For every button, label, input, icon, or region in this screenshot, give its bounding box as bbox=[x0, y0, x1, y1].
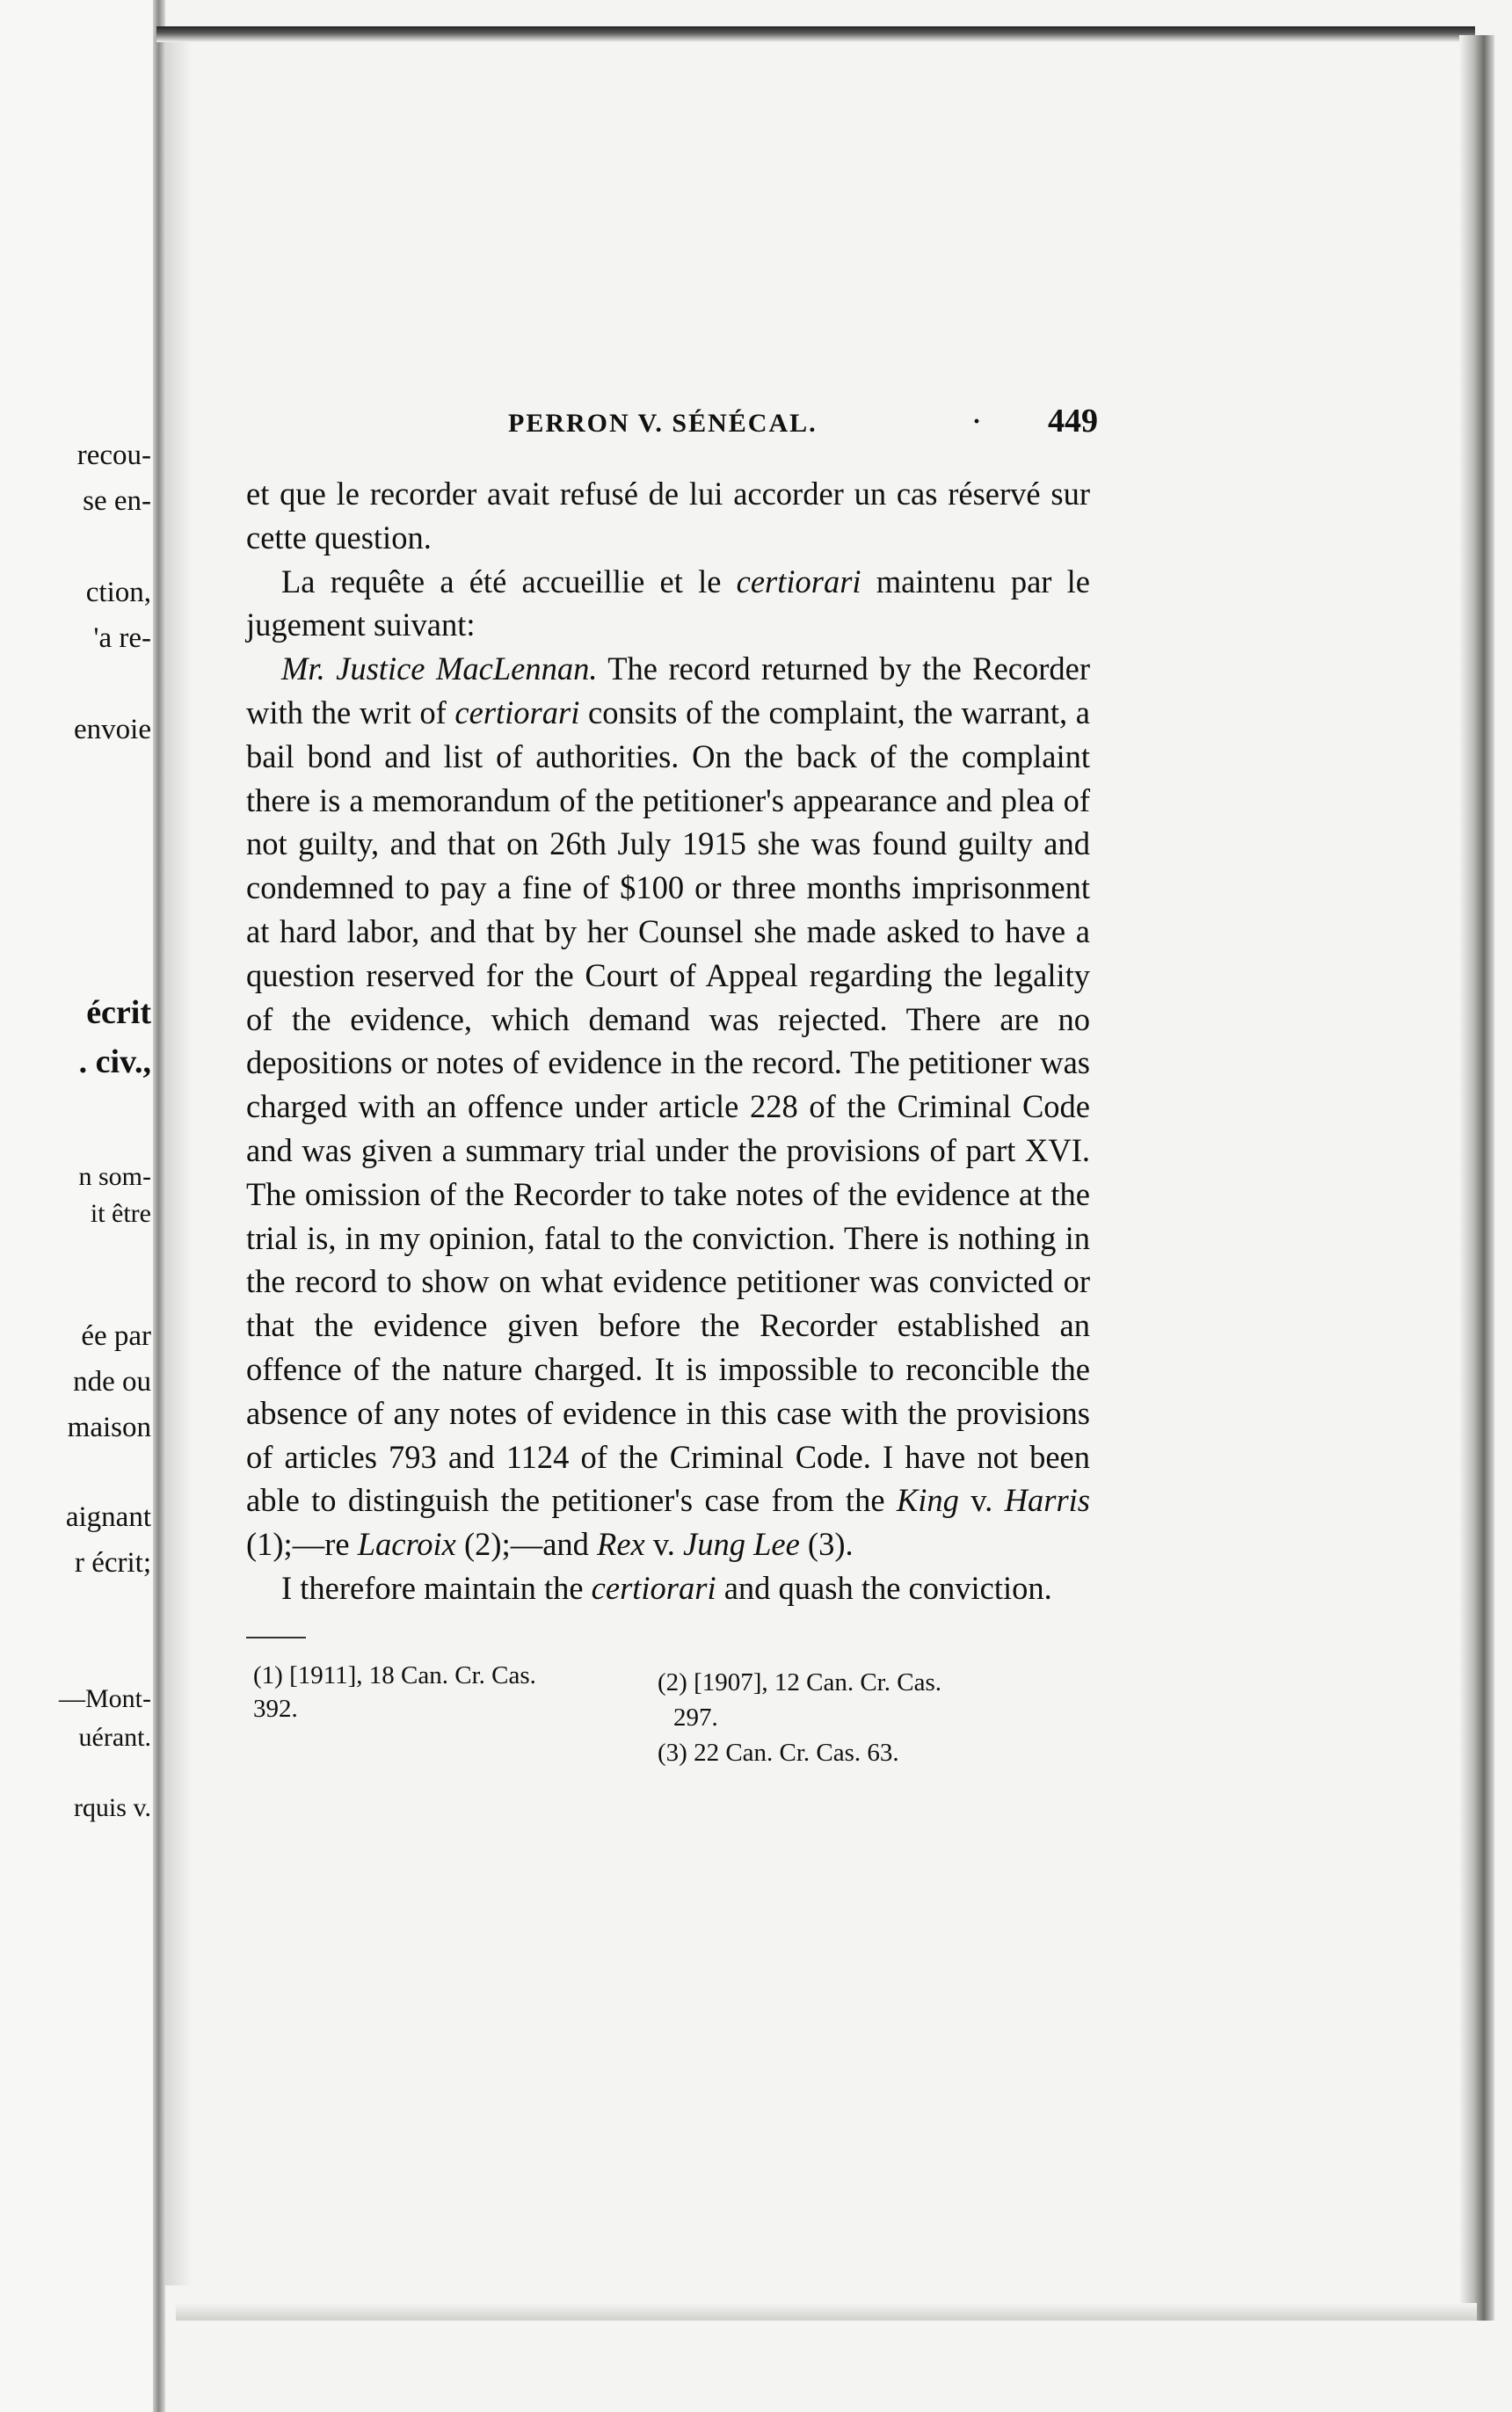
page-top-edge bbox=[156, 26, 1475, 42]
left-page-fragment: nde ou bbox=[73, 1366, 151, 1398]
italic-text: certiorari bbox=[591, 1569, 716, 1606]
italic-text: certiorari bbox=[736, 563, 861, 599]
left-page-fragment: it être bbox=[90, 1199, 151, 1228]
text-run: maintenu par le jugement suivant: bbox=[246, 563, 1090, 643]
italic-text: Lacroix bbox=[357, 1526, 456, 1563]
left-page-fragment: maison bbox=[67, 1412, 151, 1443]
left-page-fragment: rquis v. bbox=[73, 1793, 151, 1822]
running-title: PERRON V. SÉNÉCAL. bbox=[508, 409, 818, 438]
page-right-edge bbox=[1459, 35, 1494, 2321]
previous-page-fragment bbox=[0, 0, 158, 2412]
left-page-fragment: —Mont- bbox=[59, 1684, 151, 1713]
italic-text: Harris bbox=[1004, 1482, 1090, 1519]
footnote-2: (2) [1907], 12 Can. Cr. Cas. bbox=[658, 1667, 941, 1696]
left-page-fragment: se en- bbox=[83, 485, 151, 517]
left-page-fragment: recou- bbox=[76, 440, 151, 471]
left-page-fragment: envoie bbox=[74, 714, 151, 745]
footnote-2-cont: 297. bbox=[673, 1703, 718, 1732]
paragraph bbox=[246, 560, 1090, 648]
left-page-fragment: r écrit; bbox=[74, 1547, 151, 1579]
footnotes bbox=[246, 1658, 1090, 1781]
italic-text: Mr. Justice MacLennan. bbox=[281, 650, 598, 687]
page-number: 449 bbox=[1048, 403, 1098, 440]
book-gutter bbox=[153, 0, 165, 2412]
footnote-rule bbox=[246, 1637, 306, 1638]
left-page-fragment: ction, bbox=[85, 577, 151, 608]
left-page-fragment: écrit bbox=[86, 994, 151, 1031]
gutter-shadow bbox=[165, 35, 192, 2285]
left-page-fragment: aignant bbox=[65, 1501, 151, 1533]
running-head-dot: · bbox=[972, 407, 984, 436]
footnote-1: (1) [1911], 18 Can. Cr. Cas. bbox=[253, 1660, 536, 1689]
paragraph bbox=[246, 1566, 1090, 1610]
text-run: (1);—re bbox=[246, 1526, 358, 1563]
text-run: and quash the conviction. bbox=[716, 1569, 1052, 1606]
italic-text: Rex bbox=[597, 1526, 645, 1563]
text-run: I therefore maintain the bbox=[281, 1569, 592, 1606]
page-content bbox=[246, 400, 1098, 1781]
left-page-fragment: ée par bbox=[81, 1320, 151, 1352]
text-run: consits of the complaint, the warrant, a bail bond and list of authorities. On the back of the complaint there is a memorandum of the petitioner's appearance and plea of not guilty, and that on 26th July 1915 she was found guilty and condemned to pay a fine of $100 or three months imprisonment at hard labor, and that by her Counsel she made asked to have a question reserved for the Court of Appeal regarding the legality of the evidence, which demand was rejected. There are no depositions or notes of evidence in the record. The petitioner was charged with an offence under article 228 of the Criminal Code and was given a summary trial under the provisions of part XVI. The omission of the Recorder to take notes of the evidence at the trial is, in my opinion, fatal to the conviction. There is nothing in the record to show on what evidence petitioner was convicted or that the evidence given before the Recorder established an offence of the nature charged. It is impossible to reconcible the absence of any notes of evidence in this case with the provisions of articles 793 and 1124 of the Criminal Code. I have not been able to distinguish the petitioner's case from the bbox=[246, 694, 1090, 1519]
running-head bbox=[246, 400, 1098, 453]
italic-text: Jung Lee bbox=[683, 1526, 800, 1563]
left-page-fragment: n som- bbox=[78, 1162, 151, 1191]
left-page-fragment: uérant. bbox=[78, 1723, 151, 1752]
page-bottom-edge bbox=[176, 2303, 1477, 2321]
text-run: The record returned by the Recorder with the writ of bbox=[246, 650, 1090, 730]
text-run: (2);—and bbox=[455, 1526, 598, 1563]
left-page-fragment: 'a re- bbox=[93, 622, 151, 654]
paragraph bbox=[246, 647, 1090, 1566]
text-run: v. bbox=[644, 1526, 684, 1563]
footnote-1-cont: 392. bbox=[253, 1694, 298, 1723]
text-run: v. bbox=[958, 1482, 1005, 1519]
footnote-3: (3) 22 Can. Cr. Cas. 63. bbox=[658, 1738, 899, 1767]
paragraph bbox=[246, 472, 1090, 560]
text-run: La requête a été accueillie et le bbox=[281, 563, 737, 599]
body-text bbox=[246, 472, 1090, 1610]
text-run: et que le recorder avait refusé de lui accorder un cas réservé sur cette question. bbox=[246, 476, 1090, 556]
text-run: (3). bbox=[799, 1526, 854, 1563]
italic-text: certiorari bbox=[454, 694, 580, 730]
left-page-fragment: . civ., bbox=[78, 1043, 151, 1080]
italic-text: King bbox=[896, 1482, 959, 1519]
